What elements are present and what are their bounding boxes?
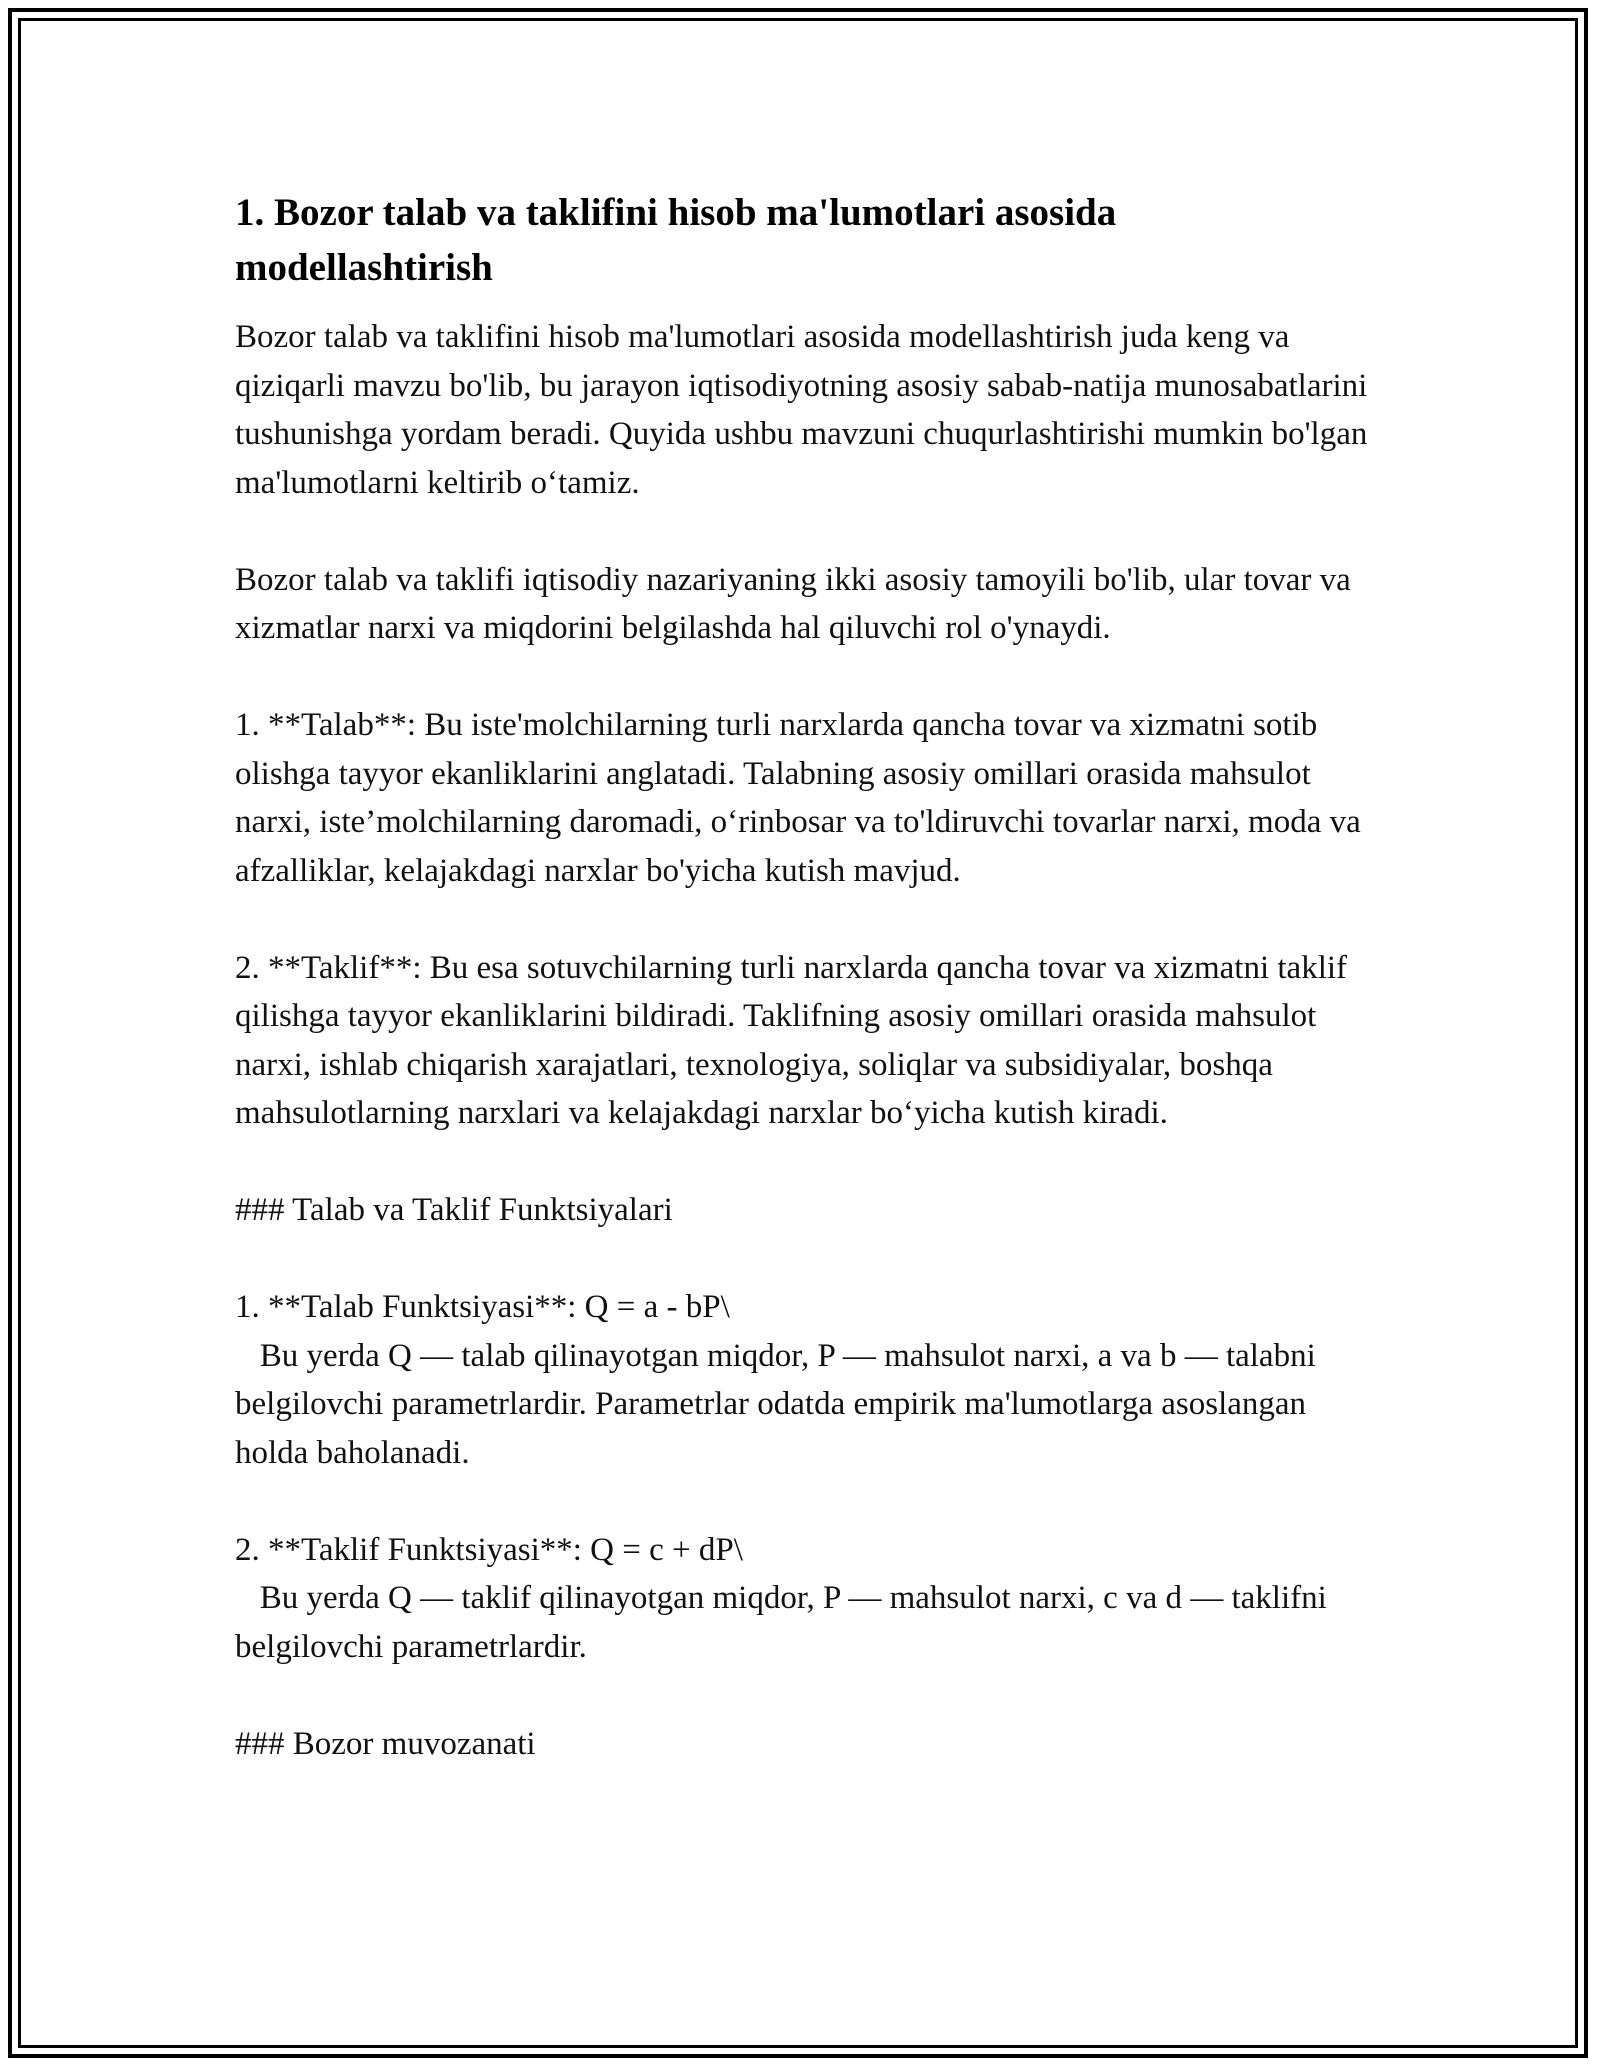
- paragraph-intro: Bozor talab va taklifini hisob ma'lumotlari asosida modellashtirish juda keng va qiziqarli mavzu bo'lib, bu jarayon iqtisodiyotning asosiy sabab-natija munosabatlarini tushunishga yordam beradi. Quyida ushbu mavzuni chuqurlashtirishi mumkin bo'lgan ma'lumotlarni keltirib o‘tamiz.: [235, 319, 1376, 501]
- paragraph-supply-function: 2. **Taklif Funktsiyasi**: Q = c + dP\ Bu yerda Q — taklif qilinayotgan miqdor, P — mahsulot narxi, c va d — taklifni belgilovchi parametrlardir.: [235, 1531, 1327, 1665]
- paragraph-demand-function: 1. **Talab Funktsiyasi**: Q = a - bP\ Bu yerda Q — talab qilinayotgan miqdor, P — mahsulot narxi, a va b — talabni belgilovchi parametrlardir. Parametrlar odatda empirik ma'lumotlarga asoslangan holda baholanadi.: [235, 1289, 1316, 1471]
- paragraph-demand: 1. **Talab**: Bu iste'molchilarning turli narxlarda qancha tovar va xizmatni sotib olishga tayyor ekanliklarini anglatadi. Talabning asosiy omillari orasida mahsulot narxi, iste’molchilarning daromadi, o‘rinbosar va to'ldiruvchi tovarlar narxi, moda va afzalliklar, kelajakdagi narxlar bo'yicha kutish mavjud.: [235, 707, 1370, 889]
- section-heading-equilibrium: ### Bozor muvozanati: [235, 1725, 536, 1762]
- paragraph-supply: 2. **Taklif**: Bu esa sotuvchilarning turli narxlarda qancha tovar va xizmatni taklif qilishga tayyor ekanliklarini bildiradi. Taklifning asosiy omillari orasida mahsulot narxi, ishlab chiqarish xarajatlari, texnologiya, soliqlar va subsidiyalar, boshqa mahsulotlarning narxlari va kelajakdagi narxlar bo‘yicha kutish kiradi.: [235, 949, 1356, 1131]
- paragraph-principles: Bozor talab va taklifi iqtisodiy nazariyaning ikki asosiy tamoyili bo'lib, ular tovar va xizmatlar narxi va miqdorini belgilashda hal qiluvchi rol o'ynaydi.: [235, 561, 1360, 646]
- section-heading-functions: ### Talab va Taklif Funktsiyalari: [235, 1192, 673, 1228]
- document-title: 1. Bozor talab va taklifini hisob ma'lumotlari asosida modellashtirish: [235, 191, 1117, 289]
- document-body: [235, 185, 1375, 1817]
